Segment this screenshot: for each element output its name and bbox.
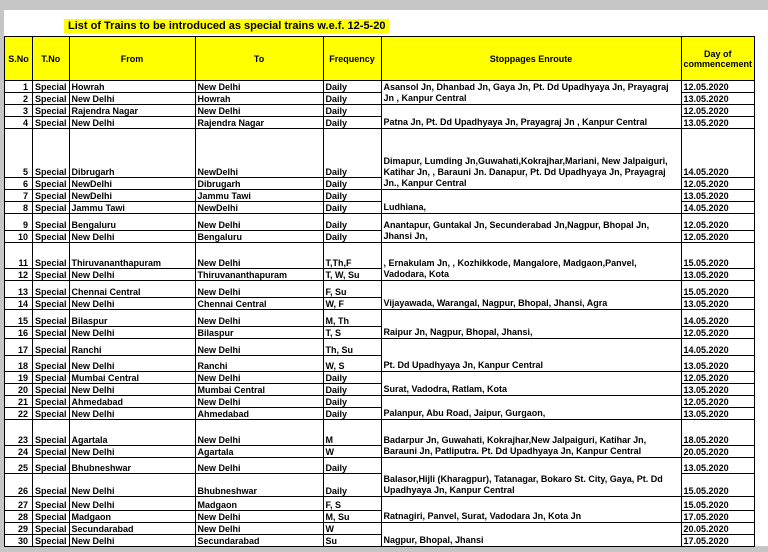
cell-commencement-date: 20.05.2020 (681, 523, 755, 535)
cell-commencement-date: 12.05.2020 (681, 327, 755, 339)
cell-stoppages: Anantapur, Guntakal Jn, Secunderabad Jn,Nagpur, Bhopal Jn, Jhansi Jn, (381, 214, 681, 243)
cell-commencement-date: 13.05.2020 (681, 384, 755, 396)
cell-frequency: Daily (323, 202, 381, 214)
cell-frequency: Daily (323, 190, 381, 202)
cell-stoppages: Ludhiana, (381, 190, 681, 214)
table-row (5, 396, 755, 408)
cell-stoppages: Pt. Dd Upadhyaya Jn, Kanpur Central (381, 339, 681, 372)
cell-commencement-date: 15.05.2020 (681, 243, 755, 269)
cell-stoppages: Surat, Vadodra, Ratlam, Kota (381, 372, 681, 396)
cell-from-station: Jammu Tawi (69, 202, 195, 214)
cell-frequency: Daily (323, 81, 381, 93)
table-row (5, 243, 755, 269)
cell-to-station: Agartala (195, 446, 323, 458)
cell-from-station: Bengaluru (69, 214, 195, 231)
cell-train-number: Special (33, 339, 70, 356)
cell-train-number: Special (33, 105, 70, 117)
cell-serial-number: 8 (5, 202, 33, 214)
page-margin-top (0, 0, 768, 10)
table-row (5, 281, 755, 298)
cell-to-station: Mumbai Central (195, 384, 323, 396)
cell-from-station: New Delhi (69, 117, 195, 129)
cell-serial-number: 12 (5, 269, 33, 281)
cell-train-number: Special (33, 446, 70, 458)
cell-frequency: Daily (323, 105, 381, 117)
cell-frequency: Su (323, 535, 381, 547)
table-row (5, 420, 755, 446)
cell-to-station: Chennai Central (195, 298, 323, 310)
cell-from-station: Agartala (69, 420, 195, 446)
cell-frequency: Daily (323, 117, 381, 129)
cell-from-station: New Delhi (69, 408, 195, 420)
cell-train-number: Special (33, 372, 70, 384)
cell-from-station: Chennai Central (69, 281, 195, 298)
column-header-commencement: Day of commencement (681, 37, 755, 81)
cell-stoppages: Patna Jn, Pt. Dd Upadhyaya Jn, Prayagraj Jn , Kanpur Central (381, 105, 681, 129)
cell-to-station: New Delhi (195, 105, 323, 117)
table-row (5, 214, 755, 231)
cell-from-station: Ranchi (69, 339, 195, 356)
cell-commencement-date: 17.05.2020 (681, 535, 755, 547)
cell-to-station: Howrah (195, 93, 323, 105)
cell-serial-number: 14 (5, 298, 33, 310)
cell-serial-number: 20 (5, 384, 33, 396)
cell-train-number: Special (33, 281, 70, 298)
cell-serial-number: 21 (5, 396, 33, 408)
table-row (5, 497, 755, 511)
cell-frequency: T, W, Su (323, 269, 381, 281)
cell-frequency: Daily (323, 129, 381, 178)
cell-frequency: W, F (323, 298, 381, 310)
cell-to-station: New Delhi (195, 420, 323, 446)
cell-to-station: Jammu Tawi (195, 190, 323, 202)
cell-commencement-date: 14.05.2020 (681, 129, 755, 178)
cell-frequency: Daily (323, 458, 381, 474)
trains-table (4, 36, 755, 547)
cell-from-station: New Delhi (69, 384, 195, 396)
cell-train-number: Special (33, 327, 70, 339)
cell-to-station: New Delhi (195, 281, 323, 298)
page-title: List of Trains to be introduced as special trains w.e.f. 12-5-20 (64, 19, 389, 33)
cell-train-number: Special (33, 310, 70, 327)
cell-serial-number: 7 (5, 190, 33, 202)
cell-train-number: Special (33, 523, 70, 535)
cell-from-station: Secundarabad (69, 523, 195, 535)
cell-train-number: Special (33, 420, 70, 446)
cell-commencement-date: 15.05.2020 (681, 497, 755, 511)
cell-serial-number: 19 (5, 372, 33, 384)
cell-frequency: T, S (323, 327, 381, 339)
cell-to-station: Dibrugarh (195, 178, 323, 190)
cell-train-number: Special (33, 214, 70, 231)
cell-serial-number: 6 (5, 178, 33, 190)
cell-to-station: New Delhi (195, 310, 323, 327)
column-header-train-number: T.No (33, 37, 70, 81)
cell-train-number: Special (33, 356, 70, 372)
cell-commencement-date: 13.05.2020 (681, 93, 755, 105)
cell-train-number: Special (33, 93, 70, 105)
cell-from-station: Ahmedabad (69, 396, 195, 408)
cell-train-number: Special (33, 129, 70, 178)
cell-serial-number: 3 (5, 105, 33, 117)
cell-frequency: W, S (323, 356, 381, 372)
table-row (5, 129, 755, 178)
cell-from-station: Madgaon (69, 511, 195, 523)
cell-commencement-date: 12.05.2020 (681, 105, 755, 117)
cell-frequency: T,Th,F (323, 243, 381, 269)
cell-stoppages: Vijayawada, Warangal, Nagpur, Bhopal, Jhansi, Agra (381, 281, 681, 310)
cell-frequency: Daily (323, 396, 381, 408)
table-row (5, 190, 755, 202)
cell-serial-number: 29 (5, 523, 33, 535)
cell-to-station: Ahmedabad (195, 408, 323, 420)
cell-train-number: Special (33, 384, 70, 396)
cell-serial-number: 5 (5, 129, 33, 178)
column-header-stoppages: Stoppages Enroute (381, 37, 681, 81)
cell-stoppages: Ratnagiri, Panvel, Surat, Vadodara Jn, Kota Jn (381, 497, 681, 523)
cell-train-number: Special (33, 178, 70, 190)
cell-serial-number: 25 (5, 458, 33, 474)
cell-serial-number: 15 (5, 310, 33, 327)
cell-to-station: New Delhi (195, 511, 323, 523)
cell-commencement-date: 12.05.2020 (681, 81, 755, 93)
cell-to-station: Thiruvananthapuram (195, 269, 323, 281)
cell-from-station: New Delhi (69, 93, 195, 105)
cell-frequency: W (323, 446, 381, 458)
column-header-serial-number: S.No (5, 37, 33, 81)
cell-serial-number: 1 (5, 81, 33, 93)
cell-serial-number: 24 (5, 446, 33, 458)
table-header (5, 37, 755, 81)
cell-serial-number: 23 (5, 420, 33, 446)
cell-train-number: Special (33, 269, 70, 281)
cell-from-station: Mumbai Central (69, 372, 195, 384)
cell-train-number: Special (33, 396, 70, 408)
cell-from-station: Dibrugarh (69, 129, 195, 178)
cell-train-number: Special (33, 458, 70, 474)
cell-to-station: Madgaon (195, 497, 323, 511)
cell-commencement-date: 14.05.2020 (681, 202, 755, 214)
cell-train-number: Special (33, 190, 70, 202)
cell-from-station: New Delhi (69, 269, 195, 281)
cell-to-station: NewDelhi (195, 129, 323, 178)
cell-from-station: New Delhi (69, 356, 195, 372)
cell-frequency: Daily (323, 372, 381, 384)
cell-train-number: Special (33, 474, 70, 497)
cell-frequency: Daily (323, 474, 381, 497)
cell-commencement-date: 12.05.2020 (681, 214, 755, 231)
cell-to-station: New Delhi (195, 81, 323, 93)
cell-commencement-date: 13.05.2020 (681, 458, 755, 474)
cell-commencement-date: 13.05.2020 (681, 117, 755, 129)
cell-commencement-date: 12.05.2020 (681, 178, 755, 190)
cell-stoppages: Badarpur Jn, Guwahati, Kokrajhar,New Jalpaiguri, Katihar Jn, Barauni Jn, Patliputra. Pt. Dd Upadhyaya Jn, Kanpur Central (381, 420, 681, 458)
cell-commencement-date: 20.05.2020 (681, 446, 755, 458)
cell-commencement-date: 13.05.2020 (681, 408, 755, 420)
cell-from-station: NewDelhi (69, 190, 195, 202)
cell-commencement-date: 15.05.2020 (681, 281, 755, 298)
cell-serial-number: 13 (5, 281, 33, 298)
cell-from-station: New Delhi (69, 535, 195, 547)
cell-to-station: Rajendra Nagar (195, 117, 323, 129)
cell-serial-number: 27 (5, 497, 33, 511)
cell-from-station: Howrah (69, 81, 195, 93)
cell-stoppages: Balasor,Hijli (Kharagpur), Tatanagar, Bokaro St. City, Gaya, Pt. Dd Upadhyaya Jn, Kanpur Central (381, 458, 681, 497)
cell-train-number: Special (33, 408, 70, 420)
cell-to-station: New Delhi (195, 214, 323, 231)
cell-train-number: Special (33, 535, 70, 547)
cell-frequency: W (323, 523, 381, 535)
cell-from-station: New Delhi (69, 231, 195, 243)
cell-train-number: Special (33, 231, 70, 243)
cell-frequency: Daily (323, 214, 381, 231)
cell-from-station: New Delhi (69, 474, 195, 497)
cell-stoppages: Raipur Jn, Nagpur, Bhopal, Jhansi, (381, 310, 681, 339)
cell-frequency: M (323, 420, 381, 446)
cell-frequency: M, Su (323, 511, 381, 523)
cell-stoppages: Asansol Jn, Dhanbad Jn, Gaya Jn, Pt. Dd Upadhyaya Jn, Prayagraj Jn , Kanpur Central (381, 81, 681, 105)
table-row (5, 81, 755, 93)
cell-frequency: Daily (323, 384, 381, 396)
cell-to-station: Bhubneshwar (195, 474, 323, 497)
cell-train-number: Special (33, 81, 70, 93)
cell-serial-number: 2 (5, 93, 33, 105)
cell-commencement-date: 18.05.2020 (681, 420, 755, 446)
cell-commencement-date: 13.05.2020 (681, 269, 755, 281)
cell-serial-number: 18 (5, 356, 33, 372)
cell-stoppages: Dimapur, Lumding Jn,Guwahati,Kokrajhar,Mariani, New Jalpaiguri, Katihar Jn, , Barauni Jn. Danapur, Pt. Dd Upadhyaya Jn, Prayagraj Jn., Kanpur Central (381, 129, 681, 190)
cell-frequency: Daily (323, 178, 381, 190)
cell-train-number: Special (33, 298, 70, 310)
cell-stoppages: Palanpur, Abu Road, Jaipur, Gurgaon, (381, 396, 681, 420)
cell-stoppages: Nagpur, Bhopal, Jhansi (381, 523, 681, 547)
cell-from-station: Bilaspur (69, 310, 195, 327)
cell-to-station: Bilaspur (195, 327, 323, 339)
header-row (5, 37, 755, 81)
table-row (5, 523, 755, 535)
cell-to-station: New Delhi (195, 339, 323, 356)
cell-to-station: Secundarabad (195, 535, 323, 547)
cell-train-number: Special (33, 511, 70, 523)
cell-serial-number: 28 (5, 511, 33, 523)
cell-frequency: Daily (323, 93, 381, 105)
cell-serial-number: 10 (5, 231, 33, 243)
cell-serial-number: 16 (5, 327, 33, 339)
cell-serial-number: 17 (5, 339, 33, 356)
cell-frequency: M, Th (323, 310, 381, 327)
table-row (5, 339, 755, 356)
cell-serial-number: 4 (5, 117, 33, 129)
cell-serial-number: 26 (5, 474, 33, 497)
cell-from-station: New Delhi (69, 446, 195, 458)
cell-train-number: Special (33, 202, 70, 214)
cell-train-number: Special (33, 117, 70, 129)
table-row (5, 372, 755, 384)
cell-commencement-date: 17.05.2020 (681, 511, 755, 523)
column-header-to: To (195, 37, 323, 81)
table-row (5, 458, 755, 474)
cell-stoppages: , Ernakulam Jn, , Kozhikkode, Mangalore, Madgaon,Panvel, Vadodara, Kota (381, 243, 681, 281)
cell-serial-number: 22 (5, 408, 33, 420)
cell-frequency: F, Su (323, 281, 381, 298)
cell-frequency: Th, Su (323, 339, 381, 356)
cell-train-number: Special (33, 497, 70, 511)
column-header-from: From (69, 37, 195, 81)
cell-frequency: F, S (323, 497, 381, 511)
cell-frequency: Daily (323, 408, 381, 420)
cell-to-station: New Delhi (195, 243, 323, 269)
cell-commencement-date: 13.05.2020 (681, 356, 755, 372)
cell-to-station: New Delhi (195, 523, 323, 535)
cell-commencement-date: 13.05.2020 (681, 190, 755, 202)
cell-from-station: New Delhi (69, 497, 195, 511)
cell-to-station: New Delhi (195, 396, 323, 408)
cell-from-station: Thiruvananthapuram (69, 243, 195, 269)
cell-commencement-date: 12.05.2020 (681, 231, 755, 243)
column-header-frequency: Frequency (323, 37, 381, 81)
cell-train-number: Special (33, 243, 70, 269)
cell-commencement-date: 14.05.2020 (681, 339, 755, 356)
cell-frequency: Daily (323, 231, 381, 243)
cell-commencement-date: 12.05.2020 (681, 396, 755, 408)
cell-serial-number: 11 (5, 243, 33, 269)
table-row (5, 105, 755, 117)
cell-to-station: Bengaluru (195, 231, 323, 243)
cell-commencement-date: 14.05.2020 (681, 310, 755, 327)
table-row (5, 310, 755, 327)
cell-commencement-date: 13.05.2020 (681, 298, 755, 310)
cell-from-station: NewDelhi (69, 178, 195, 190)
cell-serial-number: 9 (5, 214, 33, 231)
cell-commencement-date: 15.05.2020 (681, 474, 755, 497)
cell-from-station: Rajendra Nagar (69, 105, 195, 117)
cell-from-station: Bhubneshwar (69, 458, 195, 474)
cell-to-station: NewDelhi (195, 202, 323, 214)
table-body (5, 81, 755, 547)
cell-to-station: New Delhi (195, 372, 323, 384)
cell-from-station: New Delhi (69, 327, 195, 339)
cell-to-station: New Delhi (195, 458, 323, 474)
cell-serial-number: 30 (5, 535, 33, 547)
cell-from-station: New Delhi (69, 298, 195, 310)
cell-commencement-date: 12.05.2020 (681, 372, 755, 384)
cell-to-station: Ranchi (195, 356, 323, 372)
